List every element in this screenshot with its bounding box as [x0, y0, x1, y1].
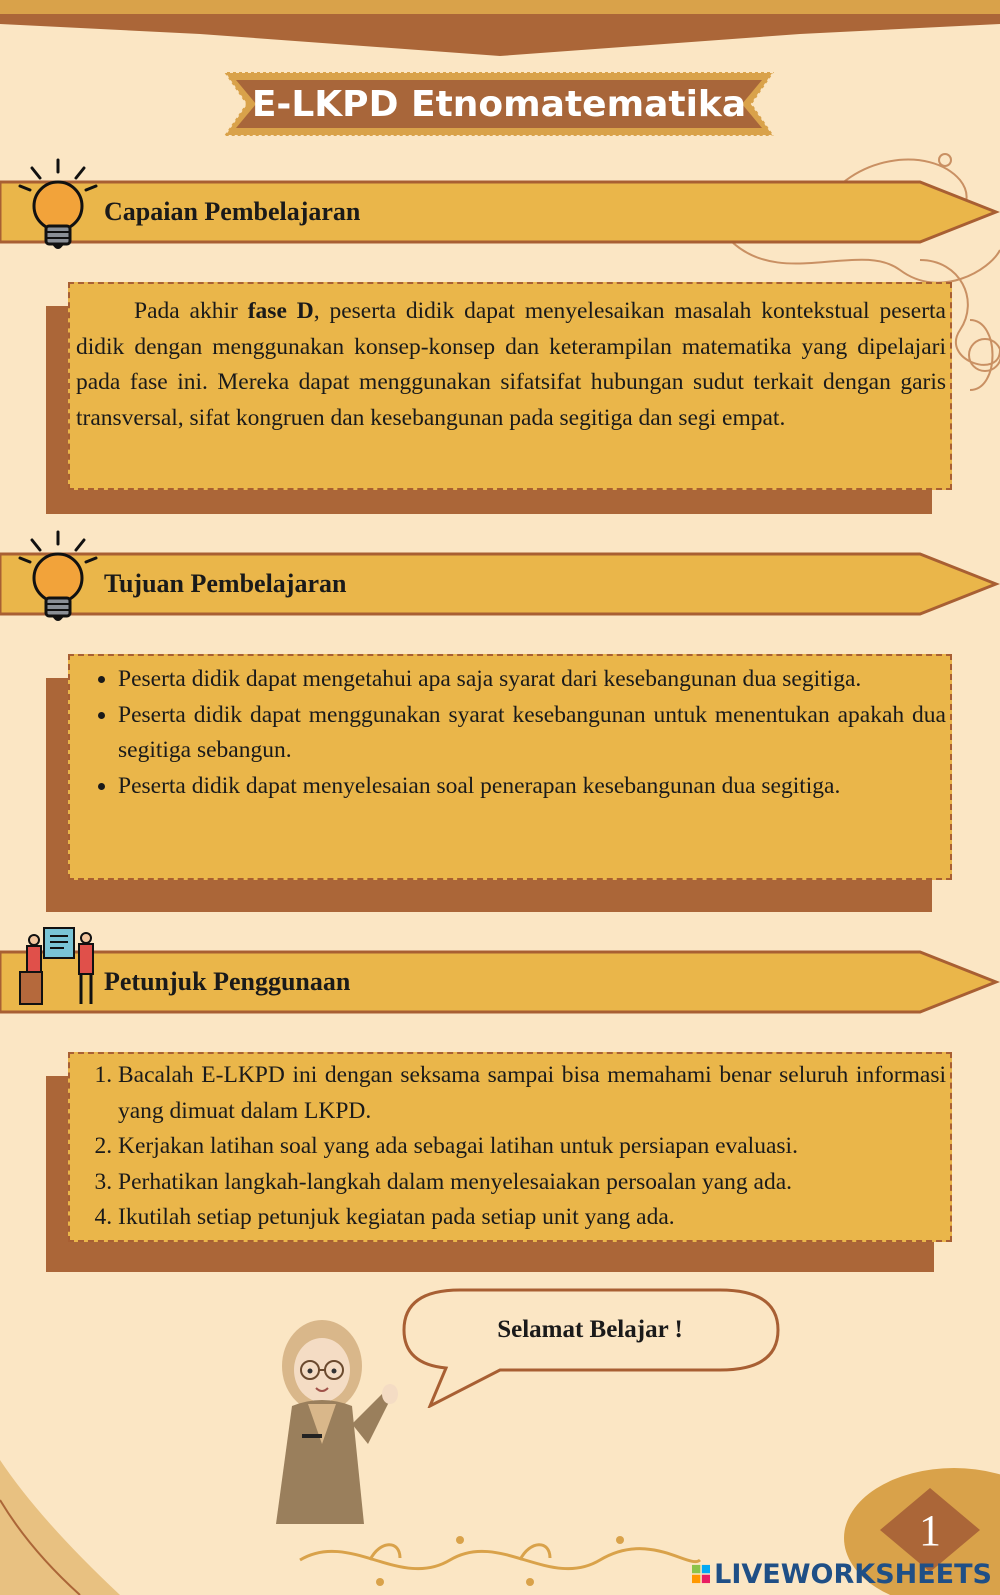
lightbulb-icon [16, 530, 100, 630]
list-item: 4. Ikutilah setiap petunjuk kegiatan pada setiap unit yang ada. [118, 1200, 946, 1236]
list-item: 2. Kerjakan latihan soal yang ada sebagai latihan untuk persiapan evaluasi. [118, 1129, 946, 1165]
capaian-content-box [68, 282, 952, 490]
list-item: 3. Perhatikan langkah-langkah dalam menyelesaiakan persoalan yang ada. [118, 1165, 946, 1201]
page-title: E-LKPD Etnomatematika [251, 83, 747, 125]
bottom-ornament [290, 1520, 710, 1595]
capaian-paragraph [70, 284, 950, 436]
top-ribbon [0, 0, 1000, 60]
watermark-text: LIVEWORKSHEETS [714, 1558, 992, 1590]
list-item: 1. Bacalah E-LKPD ini dengan seksama sampai bisa memahami benar seluruh informasi yang dimuat dalam LKPD. [118, 1058, 946, 1129]
teacher-illustration [272, 1314, 408, 1524]
batik-corner [0, 1460, 130, 1595]
page-number: 1 [919, 1505, 941, 1555]
list-item: • Peserta didik dapat menyelesaian soal penerapan kesebangunan dua segitiga. [118, 769, 946, 805]
lightbulb-icon [16, 158, 100, 258]
tujuan-content-box [68, 654, 952, 880]
section-heading-capaian: Capaian Pembelajaran [104, 197, 361, 226]
liveworksheets-watermark [692, 1556, 992, 1592]
petunjuk-list [70, 1054, 950, 1236]
section-heading-tujuan: Tujuan Pembelajaran [104, 569, 347, 598]
capaian-text-start: Pada akhir [134, 298, 248, 324]
liveworksheets-logo-icon [692, 1562, 710, 1586]
petunjuk-content-box [68, 1052, 952, 1242]
greeting-text: Selamat Belajar ! [497, 1316, 683, 1343]
list-item: • Peserta didik dapat mengetahui apa saja syarat dari kesebangunan dua segitiga. [118, 662, 946, 698]
tujuan-list [70, 656, 950, 804]
section-heading-petunjuk: Petunjuk Penggunaan [104, 967, 351, 996]
presentation-people-icon [14, 924, 100, 1010]
capaian-text-rest: , peserta didik dapat menyelesaikan masalah kontekstual peserta didik dengan menggunakan konsep-konsep dan keterampilan matematika yang dipelajari pada fase ini. Mereka dapat menggunakan sifatsifat hubungan sudut terkait dengan garis transversal, sifat kongruen dan kesebangunan pada segitiga dan segi empat. [76, 298, 946, 431]
capaian-bold-phrase: fase D [247, 298, 314, 324]
list-item: • Peserta didik dapat menggunakan syarat kesebangunan untuk menentukan apakah dua segitiga sebangun. [118, 698, 946, 769]
